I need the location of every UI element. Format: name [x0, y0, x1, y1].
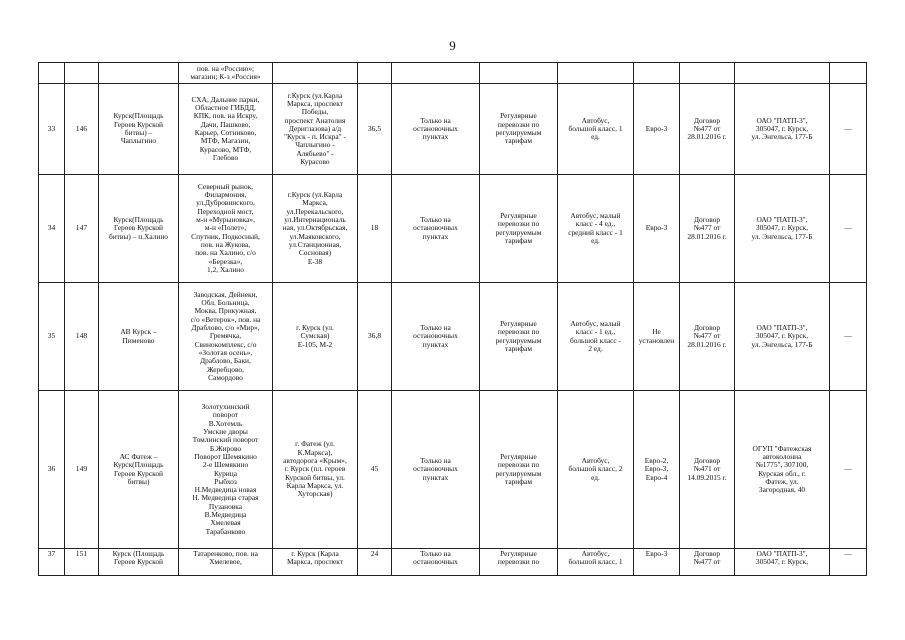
cell-line: Б.Жирово: [209, 443, 242, 453]
cell-line: Победы,: [301, 107, 329, 117]
cell-line: Хуторская): [297, 489, 333, 499]
cell-line: 305047, г. Курск,: [755, 223, 809, 233]
transport-type-cell: [480, 283, 558, 391]
cell-line: Автобус,: [581, 115, 610, 125]
cell-line: ОАО "ПАТП-3",: [756, 549, 808, 558]
route-length-cell: 24: [358, 549, 392, 576]
cell-line: К.Маркса),: [297, 447, 333, 457]
cell-line: Курск(Площадь: [113, 215, 164, 225]
cell-line: Алябьево" -: [296, 148, 334, 158]
registration-number-cell: 151: [65, 549, 99, 576]
cell-line: перевозки по: [497, 460, 540, 470]
cell-line: поворот: [212, 410, 239, 420]
cell-line: Северный рынок,: [197, 181, 254, 191]
cell-line: регулируемым: [495, 227, 542, 237]
cell-line: Автобус,: [581, 549, 610, 558]
cell-line: г.Курск (ул.Карла: [287, 90, 343, 100]
cell-line: средний класс - 1: [568, 227, 623, 237]
contract-cell: [680, 175, 735, 283]
cell-line: Дериглазова) а/д: [288, 123, 342, 133]
cell-line: Глебово: [212, 152, 239, 162]
cell-line: Евро-3,: [644, 464, 669, 474]
carrier-cell: [735, 283, 830, 391]
cell-line: Сосновая): [298, 248, 332, 258]
cell-line: битвы) –: [124, 128, 153, 137]
cell-line: Чаплыгино -: [295, 140, 335, 150]
extra-cell: —: [830, 283, 867, 391]
cell-line: 28.01.2016 г.: [687, 231, 727, 241]
cell-line: тарифам: [505, 136, 532, 146]
cell-line: 305047, г. Курск,: [755, 123, 809, 133]
cell-line: Героев Курской: [114, 119, 163, 129]
route-name-cell: [99, 549, 179, 576]
cell-line: с/о «Ветерок», пов. на: [190, 314, 261, 324]
cell-line: Спутник, Подкосный,: [191, 231, 260, 241]
route-length-cell: 36,5: [358, 84, 392, 175]
cell-line: Только на: [420, 215, 451, 225]
cell-line: м-н «Мурыновка»,: [196, 215, 255, 225]
table-row: [39, 63, 867, 84]
cell-line: большой класс -: [569, 335, 622, 345]
cell-line: ная, ул.Октябрьская,: [282, 223, 348, 233]
transport-type-cell: [480, 391, 558, 549]
cell-line: ОГУП "Фатежская: [752, 443, 812, 453]
registration-number-cell: [65, 63, 99, 84]
cell-line: Е-105, М-2: [297, 339, 333, 349]
table-row: [39, 84, 867, 175]
stops-cell: [179, 391, 273, 549]
carrier-cell: [735, 549, 830, 576]
cell-line: Карьер, Сотниково,: [194, 128, 257, 137]
cell-line: регулируемым: [495, 335, 542, 345]
route-name-cell: [99, 391, 179, 549]
cell-line: ул.Маяковского,: [289, 231, 341, 241]
contract-cell: [680, 84, 735, 175]
cell-line: Курск(Площадь: [113, 460, 164, 470]
cell-line: Маркса, проспект: [286, 98, 344, 108]
cell-line: АВ Курск –: [120, 327, 157, 337]
boarding-procedure-cell: [392, 84, 480, 175]
cell-line: Регулярные: [500, 318, 537, 328]
cell-line: Свинокомплекс, с/о: [194, 339, 257, 349]
table-row: [39, 391, 867, 549]
cell-line: перевозки по: [497, 327, 540, 337]
cell-line: Автобус,: [581, 456, 610, 466]
eco-class-cell: [634, 175, 680, 283]
cell-line: Регулярные: [500, 210, 537, 220]
cell-line: Курица: [214, 468, 237, 478]
cell-line: ул. Энгельса, 177-Б: [751, 339, 813, 349]
cell-line: №477 от: [693, 223, 721, 233]
cell-line: Загородная, 40: [758, 485, 806, 495]
eco-class-cell: [634, 391, 680, 549]
cell-line: Курасово: [300, 157, 330, 167]
page-number: 9: [449, 38, 456, 53]
route-number-cell: [39, 63, 65, 84]
cell-line: Евро-4: [645, 472, 668, 482]
eco-class-cell: [634, 63, 680, 84]
contract-cell: [680, 549, 735, 576]
cell-line: перевозки по: [497, 219, 540, 229]
cell-line: ул.Дубровинского,: [196, 198, 255, 208]
registration-number-cell: 149: [65, 391, 99, 549]
cell-line: класс - 1 ед.,: [575, 327, 616, 337]
cell-line: ул. Энгельса, 177-Б: [751, 132, 813, 142]
streets-cell: [273, 549, 358, 576]
boarding-procedure-cell: [392, 63, 480, 84]
cell-line: №471 от: [693, 464, 721, 474]
cell-line: пунктах: [422, 231, 449, 241]
cell-line: остановочных: [413, 557, 458, 567]
cell-line: «Золотая осень»,: [198, 347, 253, 357]
cell-line: большой класс, 1: [568, 557, 623, 567]
cell-line: Только на: [420, 115, 451, 125]
route-number-cell: 37: [39, 549, 65, 576]
vehicle-class-cell: [558, 549, 634, 576]
transport-type-cell: [480, 175, 558, 283]
cell-line: №477 от: [693, 331, 721, 341]
registration-number-cell: 146: [65, 84, 99, 175]
cell-line: Тарабанково: [205, 526, 246, 536]
vehicle-class-cell: [558, 391, 634, 549]
cell-line: В.Медведица: [204, 509, 247, 519]
table-row: [39, 283, 867, 391]
cell-line: Евро-3: [645, 123, 668, 133]
transport-type-cell: [480, 63, 558, 84]
cell-line: Карла Маркса, ул.: [286, 480, 344, 490]
cell-line: остановочных: [413, 331, 458, 341]
cell-line: м-н «Полет»,: [204, 223, 247, 233]
cell-line: "Курск - п. Искра" -: [284, 132, 346, 142]
route-name-cell: [99, 84, 179, 175]
vehicle-class-cell: [558, 175, 634, 283]
cell-line: ед.: [591, 472, 600, 482]
cell-line: битвы) – п.Халино: [108, 231, 169, 241]
route-number-cell: 36: [39, 391, 65, 549]
cell-line: Областное ГИБДД,: [195, 103, 256, 113]
extra-cell: [830, 63, 867, 84]
route-length-cell: [358, 63, 392, 84]
cell-line: Пузановка: [208, 501, 243, 511]
eco-class-cell: [634, 549, 680, 576]
cell-line: регулируемым: [495, 128, 542, 137]
cell-line: Самордово: [208, 372, 243, 382]
cell-line: Татаренково, пов. на: [193, 549, 258, 558]
contract-cell: [680, 391, 735, 549]
cell-line: Регулярные: [500, 549, 537, 558]
boarding-procedure-cell: [392, 175, 480, 283]
cell-line: Договор: [693, 549, 721, 558]
streets-cell: [273, 283, 358, 391]
cell-line: Золотухинский: [201, 402, 250, 412]
route-number-cell: 35: [39, 283, 65, 391]
cell-line: Сумская): [300, 331, 330, 341]
vehicle-class-cell: [558, 84, 634, 175]
cell-line: Договор: [693, 456, 721, 466]
streets-cell: [273, 84, 358, 175]
carrier-cell: [735, 175, 830, 283]
registration-number-cell: 148: [65, 283, 99, 391]
cell-line: Драблово, Баки,: [200, 356, 251, 366]
cell-line: 305047, г. Курск,: [755, 557, 809, 567]
cell-line: Автобус, малый: [570, 318, 621, 328]
cell-line: Курасово, МТФ,: [199, 144, 252, 154]
route-name-cell: [99, 63, 179, 84]
cell-line: Курск (Площадь: [112, 549, 165, 558]
cell-line: Курская обл., г.: [758, 468, 806, 478]
cell-line: Евро-3: [645, 549, 668, 558]
cell-line: тарифам: [505, 235, 532, 245]
cell-line: Моква, Прикужная,: [194, 306, 257, 316]
cell-line: Евро-2,: [644, 456, 669, 466]
route-length-cell: 45: [358, 391, 392, 549]
route-length-cell: 36,8: [358, 283, 392, 391]
eco-class-cell: [634, 84, 680, 175]
streets-cell: [273, 175, 358, 283]
cell-line: Рыбхоз: [214, 476, 237, 486]
cell-line: Автобус, малый: [570, 210, 621, 220]
vehicle-class-cell: [558, 63, 634, 84]
cell-line: г. Курск (Карла: [291, 549, 339, 558]
cell-line: АС Фатеж –: [119, 451, 158, 461]
cell-line: Поворот Шемякино: [194, 451, 257, 461]
stops-cell: [179, 283, 273, 391]
cell-line: остановочных: [413, 464, 458, 474]
cell-line: Драблово, с/о «Мир»,: [191, 323, 260, 333]
cell-line: ед.: [591, 132, 600, 142]
route-number-cell: 33: [39, 84, 65, 175]
cell-line: автодорога «Крым»,: [283, 456, 347, 466]
extra-cell: —: [830, 391, 867, 549]
cell-line: Регулярные: [500, 111, 537, 121]
boarding-procedure-cell: [392, 283, 480, 391]
cell-line: перевозки по: [497, 119, 540, 129]
cell-line: ед.: [591, 235, 600, 245]
cell-line: г. Курск (ул.: [296, 323, 334, 333]
cell-line: г. Курск (пл. героев: [284, 464, 346, 474]
streets-cell: [273, 391, 358, 549]
carrier-cell: [735, 391, 830, 549]
cell-line: Обл. Больница,: [201, 298, 250, 308]
stops-cell: [179, 84, 273, 175]
transport-type-cell: [480, 84, 558, 175]
cell-line: тарифам: [505, 343, 532, 353]
cell-line: Умские дворы: [203, 427, 248, 437]
cell-line: регулируемым: [495, 468, 542, 478]
cell-line: В.Хотемль: [208, 418, 243, 428]
table-row: [39, 175, 867, 283]
cell-line: 2-е Шемякино: [202, 460, 249, 470]
cell-line: ОАО "ПАТП-3",: [756, 215, 808, 225]
cell-line: тарифам: [505, 476, 532, 486]
extra-cell: —: [830, 84, 867, 175]
contract-cell: [680, 63, 735, 84]
extra-cell: —: [830, 175, 867, 283]
cell-line: Чаплыгино: [120, 136, 157, 146]
cell-line: МТФ, Магазин,: [200, 136, 251, 146]
cell-line: битвы): [127, 476, 150, 486]
cell-line: Договор: [693, 115, 721, 125]
cell-line: большой класс, 1: [568, 123, 623, 133]
cell-line: Не: [652, 327, 661, 337]
cell-line: Переходной мост,: [197, 206, 254, 216]
boarding-procedure-cell: [392, 549, 480, 576]
cell-line: Маркса, проспект: [286, 557, 344, 567]
cell-line: Курской битвы, ул.: [285, 472, 345, 482]
stops-cell: [179, 175, 273, 283]
registration-number-cell: 147: [65, 175, 99, 283]
cell-line: 14.09.2015 г.: [687, 472, 727, 482]
cell-line: магазин; К-з «Россия»: [190, 72, 261, 81]
cell-line: Заводская, Дейнеки,: [193, 289, 258, 299]
cell-line: перевозки по: [497, 557, 540, 567]
route-length-cell: 18: [358, 175, 392, 283]
route-name-cell: [99, 283, 179, 391]
cell-line: Фатеж, ул.: [765, 476, 799, 486]
cell-line: Филармония,: [204, 190, 247, 200]
cell-line: Только на: [420, 549, 451, 558]
cell-line: ул.Станционная,: [288, 239, 342, 249]
cell-line: установлен: [638, 335, 675, 345]
cell-line: 1,2, Халино: [207, 264, 244, 274]
carrier-cell: [735, 63, 830, 84]
cell-line: остановочных: [413, 123, 458, 133]
cell-line: ОАО "ПАТП-3",: [756, 115, 808, 125]
cell-line: 28.01.2016 г.: [687, 339, 727, 349]
cell-line: ул.Перекальского,: [286, 206, 344, 216]
cell-line: Героев Курской: [114, 468, 163, 478]
eco-class-cell: [634, 283, 680, 391]
stops-cell: [179, 63, 273, 84]
cell-line: Героев Курской: [114, 557, 163, 567]
contract-cell: [680, 283, 735, 391]
cell-line: ОАО "ПАТП-3",: [756, 323, 808, 333]
cell-line: №1775", 307100,: [755, 460, 809, 470]
cell-line: Договор: [693, 323, 721, 333]
transport-type-cell: [480, 549, 558, 576]
cell-line: пунктах: [422, 339, 449, 349]
cell-line: 28.01.2016 г.: [687, 132, 727, 142]
cell-line: Героев Курской: [114, 223, 163, 233]
cell-line: пунктах: [422, 132, 449, 142]
cell-line: класс - 4 ед.,: [575, 219, 616, 229]
boarding-procedure-cell: [392, 391, 480, 549]
cell-line: КПК, пов. на Искру,: [193, 111, 258, 121]
cell-line: большой класс, 2: [568, 464, 623, 474]
cell-line: остановочных: [413, 223, 458, 233]
routes-table: [38, 62, 867, 576]
cell-line: Регулярные: [500, 451, 537, 461]
cell-line: Томлинский поворот: [192, 435, 259, 445]
stops-cell: [179, 549, 273, 576]
extra-cell: —: [830, 549, 867, 576]
cell-line: автоколонна: [762, 451, 802, 461]
cell-line: г. Фатеж (ул.: [295, 439, 335, 449]
table-row: [39, 549, 867, 576]
cell-line: Только на: [420, 323, 451, 333]
cell-line: пов. на Жукова,: [200, 239, 251, 249]
cell-line: №477 от: [693, 557, 721, 567]
cell-line: ул. Энгельса, 177-Б: [751, 231, 813, 241]
cell-line: Е-38: [307, 256, 323, 266]
cell-line: Договор: [693, 215, 721, 225]
route-number-cell: 34: [39, 175, 65, 283]
cell-line: 305047, г. Курск,: [755, 331, 809, 341]
cell-line: Хмелевое,: [209, 557, 242, 567]
cell-line: Н. Медведица старая: [192, 493, 259, 503]
cell-line: Курск(Площадь: [113, 111, 164, 121]
cell-line: пунктах: [422, 472, 449, 482]
cell-line: г.Курск (ул.Карла: [287, 190, 343, 200]
route-name-cell: [99, 175, 179, 283]
cell-line: Жеребцово,: [207, 364, 244, 374]
cell-line: пов. на «Россию»;: [196, 63, 255, 73]
cell-line: 2 ед.: [588, 343, 603, 353]
cell-line: Только на: [420, 456, 451, 466]
cell-line: проспект Анатолия: [284, 115, 346, 125]
cell-line: Хмелевая: [210, 518, 241, 528]
cell-line: «Березка»,: [208, 256, 243, 266]
cell-line: Н.Медведица новая: [194, 485, 257, 495]
vehicle-class-cell: [558, 283, 634, 391]
streets-cell: [273, 63, 358, 84]
cell-line: Дачи, Пашково,: [200, 119, 251, 129]
cell-line: СХА, Дальние парки,: [191, 94, 260, 104]
cell-line: Евро-3: [645, 223, 668, 233]
cell-line: Маркса,: [302, 198, 328, 208]
cell-line: №477 от: [693, 123, 721, 133]
cell-line: ул.Интернациональ: [284, 215, 346, 225]
cell-line: Гремячка,: [209, 331, 242, 341]
cell-line: Пименово: [122, 335, 155, 345]
carrier-cell: [735, 84, 830, 175]
cell-line: пов. на Халино, с/о: [195, 248, 256, 258]
